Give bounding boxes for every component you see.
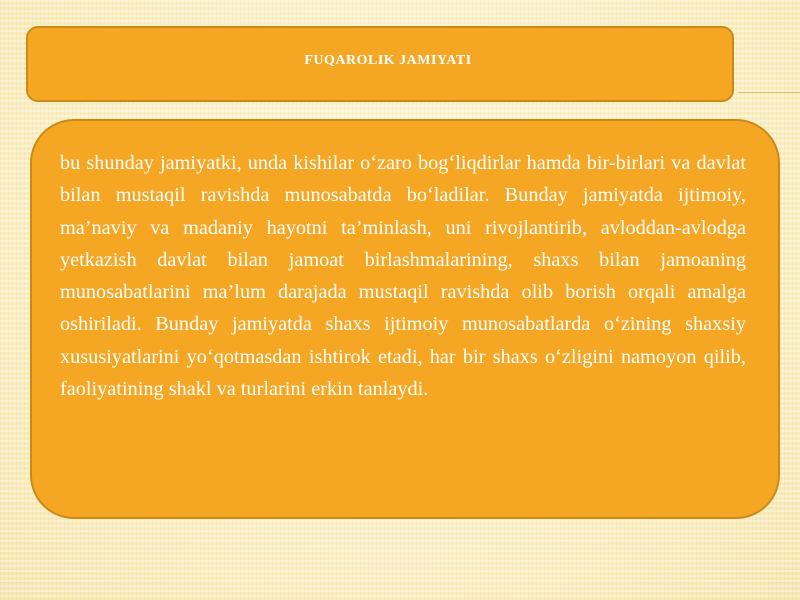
decorative-line: [738, 92, 800, 93]
title-box: [26, 26, 734, 102]
content-box: [30, 119, 780, 519]
slide-title: FUQAROLIK JAMIYATI: [304, 53, 472, 68]
slide-body-text: bu shunday jamiyatki, unda kishilar o‘zaro bog‘liqdirlar hamda bir-birlari va davlat bilan mustaqil ravishda munosabatda bo‘ladilar. Bunday jamiyatda ijtimoiy, ma’naviy va madaniy hayotni ta’minlash, uni rivojlantirib, avloddan-avlodga yetkazish davlat bilan jamoat birlashmalarining, shaxs bilan jamoaning munosabatlarini ma’lum darajada mustaqil ravishda olib borish orqali amalga oshiriladi. Bunday jamiyatda shaxs ijtimoiy munosabatlarda o‘zining shaxsiy xususiyatlarini yo‘qotmasdan ishtirok etadi, har bir shaxs o‘zligini namoyon qilib, faoliyatining shakl va turlarini erkin tanlaydi.: [60, 152, 746, 401]
